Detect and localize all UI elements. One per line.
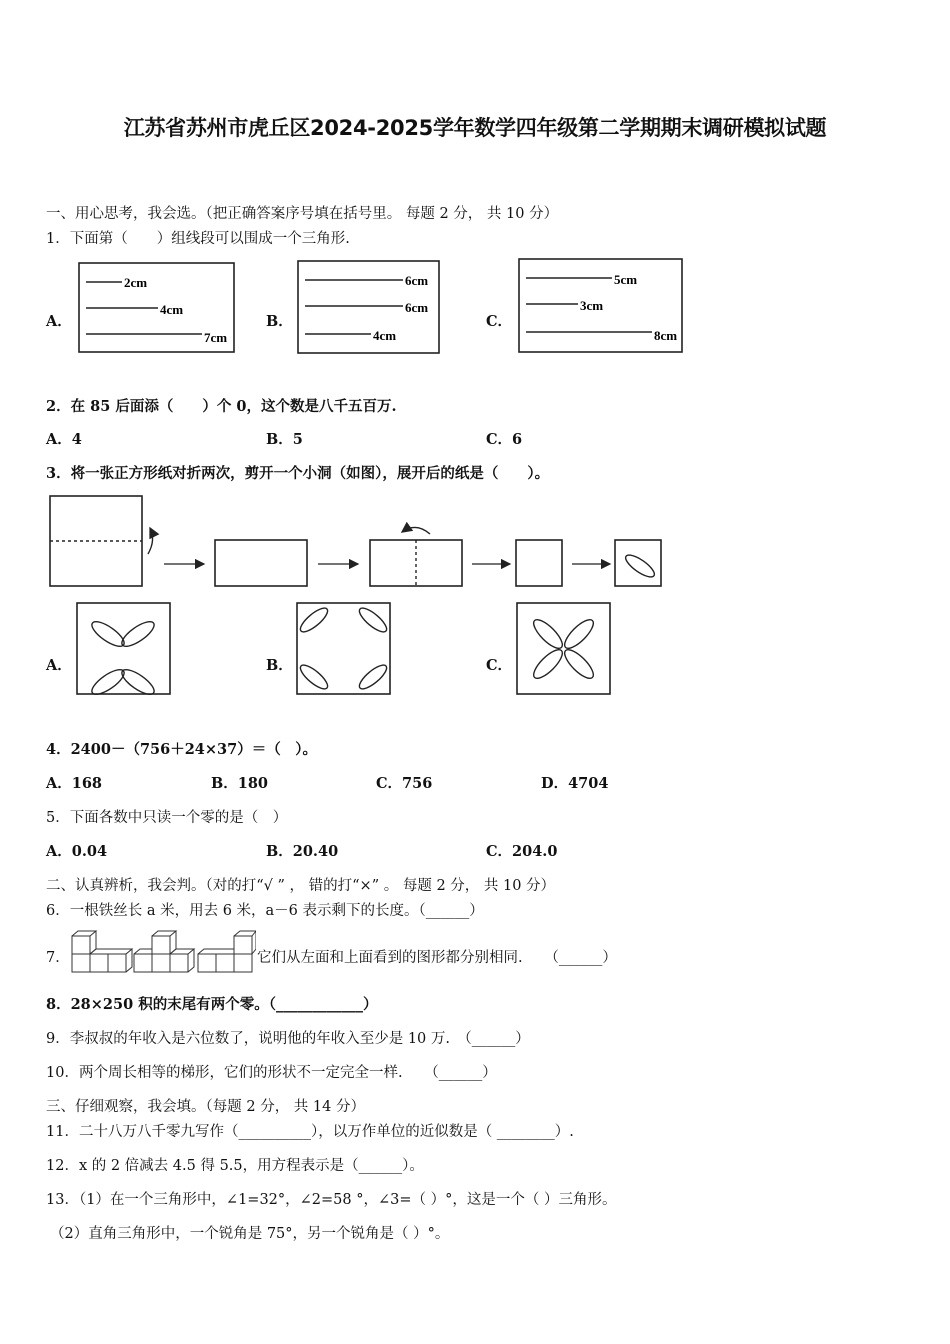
section-1-header: 一、用心思考，我会选。（把正确答案序号填在括号里。 每题 2 分， 共 10 分）: [46, 206, 559, 222]
q4-option-a: A．168: [46, 775, 103, 792]
q3-option-c-figure: [516, 602, 612, 696]
question-2-stem: 2．在 85 后面添（ ）个 0，这个数是八千五百万.: [46, 398, 397, 415]
section-2-header: 二、认真辨析，我会判。（对的打“√ ” ， 错的打“×” 。 每题 2 分， 共 10 分）: [46, 878, 556, 894]
segment-label: 3cm: [580, 298, 604, 313]
q2-option-a: A．4: [46, 431, 82, 448]
question-7-number: 7．: [46, 950, 70, 966]
question-4-stem: 4．2400－（756＋24×37）＝（ ）。: [46, 741, 317, 758]
q1-option-c-figure: [518, 258, 684, 354]
page-title: 江苏省苏州市虎丘区2024-2025学年数学四年级第二学期期末调研模拟试题: [123, 116, 827, 140]
q4-option-d: D．4704: [541, 775, 609, 792]
question-6: 6．一根铁丝长 a 米，用去 6 米，a－6 表示剩下的长度。（______）: [46, 903, 484, 919]
q5-option-c: C．204.0: [486, 843, 558, 860]
q1-option-b-label: B．: [266, 313, 293, 330]
question-8: 8．28×250 积的末尾有两个零。（____________）: [46, 996, 378, 1013]
q7-cube-figures: [70, 930, 256, 974]
q3-folding-diagram: [46, 492, 666, 590]
question-11: 11．二十八万八千零九写作（__________），以万作单位的近似数是（ ________）.: [46, 1124, 574, 1140]
segment-label: 7cm: [204, 330, 228, 345]
q3-option-b-figure: [296, 602, 392, 696]
question-1-stem: 1．下面第（ ）组线段可以围成一个三角形.: [46, 231, 350, 247]
question-3-stem: 3．将一张正方形纸对折两次，剪开一个小洞（如图），展开后的纸是（ ）。: [46, 465, 550, 482]
question-9: 9．李叔叔的年收入是六位数了，说明他的年收入至少是 10 万. （______）: [46, 1031, 530, 1047]
question-5-stem: 5．下面各数中只读一个零的是（ ）: [46, 810, 288, 826]
q3-option-a-figure: [76, 602, 172, 696]
q5-option-b: B．20.40: [266, 843, 339, 860]
q4-option-c: C．756: [376, 775, 433, 792]
question-10: 10．两个周长相等的梯形，它们的形状不一定完全一样. （______）: [46, 1065, 497, 1081]
segment-label: 6cm: [405, 300, 429, 315]
q3-option-a-label: A．: [46, 657, 72, 674]
q2-option-b: B．5: [266, 431, 303, 448]
q2-option-c: C．6: [486, 431, 523, 448]
question-13-part-2: （2）直角三角形中，一个锐角是 75°，另一个锐角是（ ）°。: [50, 1226, 450, 1242]
q1-option-a-label: A．: [46, 313, 72, 330]
segment-label: 8cm: [654, 328, 678, 343]
segment-label: 4cm: [160, 302, 184, 317]
segment-label: 6cm: [405, 273, 429, 288]
q4-option-b: B．180: [211, 775, 269, 792]
section-3-header: 三、仔细观察，我会填。（每题 2 分， 共 14 分）: [46, 1099, 365, 1115]
question-7-text: 它们从左面和上面看到的图形都分别相同. （______）: [257, 950, 617, 966]
q3-option-c-label: C．: [486, 657, 513, 674]
q1-option-a-figure: [78, 262, 236, 354]
question-13-part-1: 13．（1）在一个三角形中，∠1=32°，∠2=58 °，∠3=（ ）°，这是一个（ ）三角形。: [46, 1192, 617, 1208]
segment-label: 2cm: [124, 275, 148, 290]
q3-option-b-label: B．: [266, 657, 293, 674]
segment-label: 5cm: [614, 272, 638, 287]
segment-label: 4cm: [373, 328, 397, 343]
q1-option-c-label: C．: [486, 313, 513, 330]
q1-option-b-figure: [297, 260, 441, 355]
question-12: 12．x 的 2 倍减去 4.5 得 5.5，用方程表示是（______）。: [46, 1158, 424, 1174]
q5-option-a: A．0.04: [46, 843, 108, 860]
